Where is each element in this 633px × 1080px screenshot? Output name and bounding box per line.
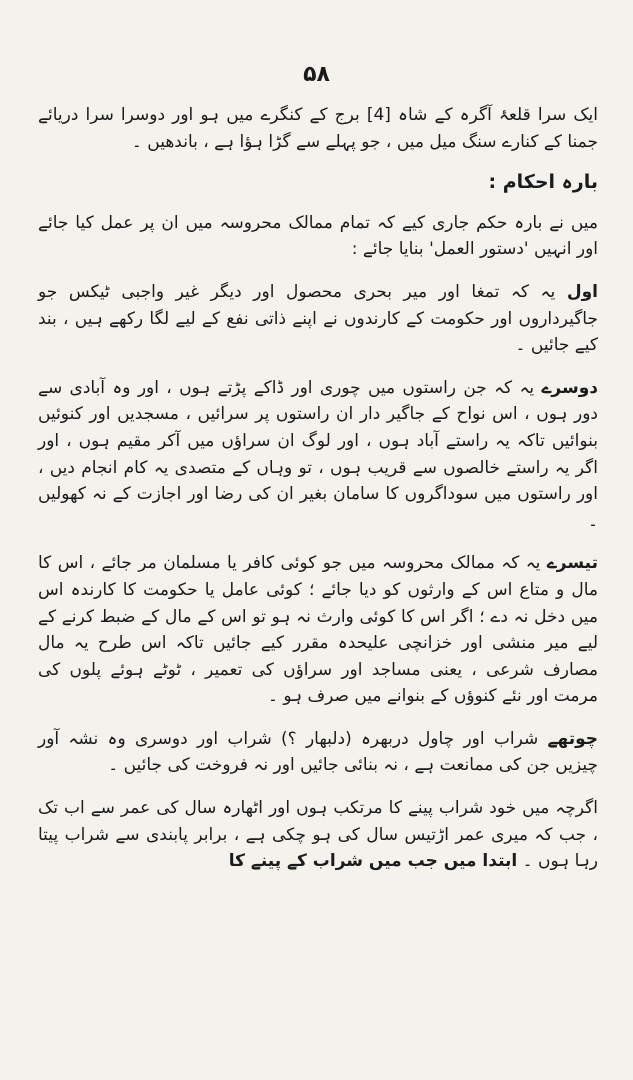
item-lead-4: چوتھے [547, 728, 599, 749]
item-paragraph-1 [38, 279, 598, 359]
closing-bold-text: ابتدا میں جب میں شراب کے پینے کا [228, 851, 518, 872]
page-body [38, 102, 598, 891]
item-lead-3: تیسرے [546, 553, 598, 574]
item-lead-1: اول [566, 281, 598, 302]
item-lead-2: دوسرے [541, 377, 598, 398]
intro-paragraph: ایک سرا قلعۂ آگرہ کے شاہ [4] برج کے کنگرے میں ہو اور دوسرا سرا دریائے جمنا کے کنارے سنگ میل میں ، جو پہلے سے گڑا ہؤا ہے ، باندھیں ۔ [38, 105, 599, 152]
item-paragraph-3 [38, 550, 598, 710]
item-text-3: یہ کہ ممالک محروسہ میں جو کوئی کافر یا مسلمان مر جائے ، اس کا مال و متاع اس کے وارثوں کو دیا جائے ؛ کوئی عامل یا حکومت کا کارندہ اس میں دخل نہ دے ؛ اگر اس کا کوئی وارث نہ ہو تو اس کے مال کے ضبط کرنے کے لیے میر منشی اور خزانچی علیحدہ مقرر کیے جائیں تاکہ اس طرح یہ مال مصارف شرعی ، یعنی مساجد اور سراؤں کی تعمیر ، ٹوٹے ہوئے پلوں کی مرمت اور نئے کنوؤں کے بنوانے میں صرف ہو ۔ [38, 553, 598, 707]
item-paragraph-2 [38, 375, 598, 535]
item-text-1: یہ کہ تمغا اور میر بحری محصول اور دیگر غیر واجبی ٹیکس جو جاگیرداروں اور حکومت کے کارندوں نے اپنے ذاتی نفع کے لیے لگا رکھے ہیں ، بند کیے جائیں ۔ [38, 281, 598, 356]
item-text-2: یہ کہ جن راستوں میں چوری اور ڈاکے پڑتے ہوں ، اور وہ آبادی سے دور ہوں ، اس نواح کے جاگیر دار ان راستوں پر سرائیں ، مسجدیں اور کنوئیں بنوائیں تاکہ یہ راستے آباد ہوں ، اور لوگ ان سراؤں میں آکر مقیم ہوں ، اور اگر یہ راستے خالصوں سے قریب ہوں ، تو وہاں کے متصدی یہ کام انجام دیں ، اور راستوں میں سوداگروں کا سامان بغیر ان کی رضا اور اجازت کے نہ کھولیں ۔ [38, 377, 598, 531]
heading-paragraph: میں نے بارہ حکم جاری کیے کہ تمام ممالک محروسہ میں ان پر عمل کیا جائے اور انہیں 'دستور العمل' بنایا جائے : [38, 212, 598, 260]
item-paragraph-4 [38, 726, 598, 779]
closing-text: اگرچہ میں خود شراب پینے کا مرتکب ہوں اور اٹھارہ سال کی عمر سے اب تک ، جب کہ میری عمر اڑتیس سال کی ہو چکی ہے ، برابر پابندی سے شراب پیتا رہا ہوں ۔ [38, 798, 598, 872]
section-heading: بارہ احکام : [488, 171, 598, 194]
item-text-4: شراب اور چاول دربھرہ (دلبھار ؟) شراب اور دوسری وہ نشہ آور چیزیں جن کی ممانعت ہے ، نہ بنائی جائیں اور نہ فروخت کی جائیں ۔ [38, 728, 598, 776]
closing-paragraph [38, 795, 598, 875]
page-number: ۵۸ [303, 62, 330, 87]
